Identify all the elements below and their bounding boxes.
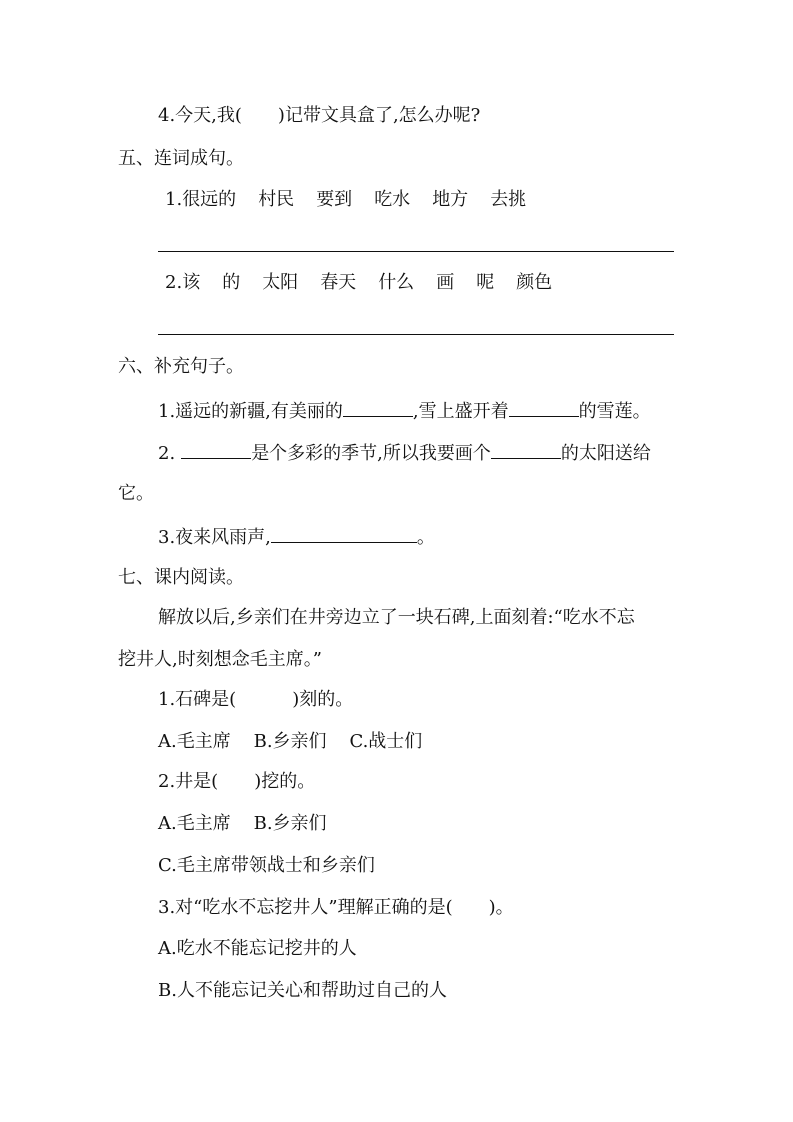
- question-4-suffix: )记带文具盒了,怎么办呢?: [277, 105, 481, 126]
- fill-blank[interactable]: [509, 398, 579, 417]
- section-6-item-1: [158, 398, 651, 424]
- section-6-item-2-wrap: 它。: [118, 483, 154, 504]
- question-1-options: A.毛主席 B.乡亲们 C.战士们: [158, 731, 423, 752]
- question-2-option-c: C.毛主席带领战士和乡亲们: [158, 855, 375, 876]
- word-chip: 地方: [432, 189, 469, 210]
- question-3-option-b: B.人不能忘记关心和帮助过自己的人: [158, 980, 447, 1001]
- section-5-title: 五、连词成句。: [118, 148, 244, 169]
- passage-line-2: 挖井人,时刻想念毛主席。”: [118, 649, 322, 670]
- word-chip: 该: [182, 272, 201, 293]
- section-6-item-3: [158, 524, 435, 550]
- word-chip: 村民: [258, 189, 295, 210]
- section-5-item-2: [165, 271, 552, 295]
- fill-blank[interactable]: [181, 440, 251, 459]
- word-chip: 要到: [316, 189, 353, 210]
- fill-blank[interactable]: [491, 440, 561, 459]
- word-chip: 颜色: [516, 272, 553, 293]
- section-5-item-1: [165, 188, 526, 212]
- answer-line-2[interactable]: [158, 334, 674, 335]
- word-chip: 春天: [320, 272, 357, 293]
- reading-question-2: [158, 770, 315, 794]
- fill-blank[interactable]: [343, 398, 413, 417]
- question-3-option-a: A.吃水不能忘记挖井的人: [158, 938, 357, 959]
- question-4-line: [158, 104, 480, 128]
- sentence-part: 2.: [158, 443, 176, 464]
- sentence-part: 的雪莲。: [578, 401, 651, 422]
- word-chip: 吃水: [374, 189, 411, 210]
- question-4-prefix: 4.今天,我(: [158, 105, 242, 126]
- reading-question-1: [158, 688, 353, 712]
- sentence-part: 。: [416, 527, 435, 548]
- word-chip: 画: [436, 272, 455, 293]
- answer-line-1[interactable]: [158, 251, 674, 252]
- fill-blank[interactable]: [271, 524, 417, 543]
- passage-line-1: 解放以后,乡亲们在井旁边立了一块石碑,上面刻着:“吃水不忘: [158, 607, 635, 628]
- item-number: 1.: [165, 189, 183, 210]
- question-prefix: 3.对“吃水不忘挖井人”理解正确的是(: [158, 897, 453, 918]
- section-6-item-2: [158, 440, 651, 466]
- question-suffix: )挖的。: [254, 771, 316, 792]
- question-prefix: 1.石碑是(: [158, 689, 237, 710]
- question-suffix: )。: [488, 897, 514, 918]
- word-chip: 呢: [476, 272, 495, 293]
- sentence-part: 1.遥远的新疆,有美丽的: [158, 401, 343, 422]
- sentence-part: ,雪上盛开着: [412, 401, 509, 422]
- word-chip: 的: [222, 272, 241, 293]
- question-prefix: 2.井是(: [158, 771, 219, 792]
- sentence-part: 是个多彩的季节,所以我要画个: [251, 443, 491, 464]
- sentence-part: 的太阳送给: [560, 443, 651, 464]
- item-number: 2.: [165, 272, 183, 293]
- word-chip: 很远的: [182, 189, 237, 210]
- question-suffix: )刻的。: [292, 689, 354, 710]
- word-chip: 去挑: [490, 189, 527, 210]
- sentence-part: 3.夜来风雨声,: [158, 527, 271, 548]
- section-7-title: 七、课内阅读。: [118, 567, 244, 588]
- word-chip: 什么: [378, 272, 415, 293]
- question-2-options: A.毛主席 B.乡亲们: [158, 813, 327, 834]
- section-6-title: 六、补充句子。: [118, 356, 244, 377]
- reading-question-3: [158, 896, 514, 920]
- word-chip: 太阳: [262, 272, 299, 293]
